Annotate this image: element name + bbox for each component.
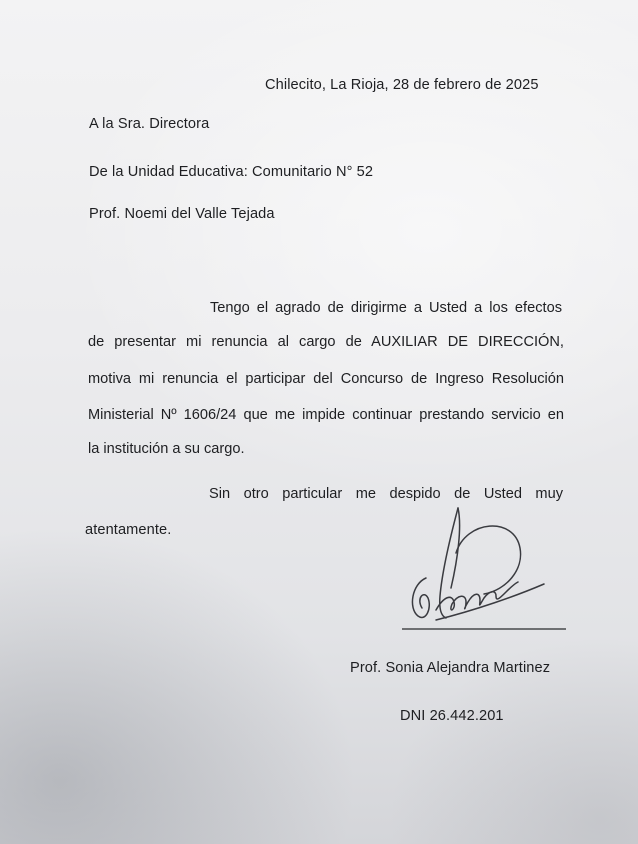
closing-line-2: atentamente. [85, 522, 172, 538]
handwritten-signature [396, 498, 571, 638]
body-line-1: Tengo el agrado de dirigirme a Usted a los efectos [210, 300, 562, 316]
recipient-title: A la Sra. Directora [89, 116, 210, 132]
signer-id: DNI 26.442.201 [400, 708, 504, 724]
date-line: Chilecito, La Rioja, 28 de febrero de 2025 [265, 77, 539, 93]
body-line-2: de presentar mi renuncia al cargo de AUXILIAR DE DIRECCIÓN, [88, 334, 564, 350]
body-line-5: la institución a su cargo. [88, 441, 245, 457]
body-line-3: motiva mi renuncia el participar del Concurso de Ingreso Resolución [88, 371, 564, 387]
closing-line-1: Sin otro particular me despido de Usted muy [209, 486, 563, 502]
recipient-name: Prof. Noemi del Valle Tejada [89, 206, 275, 222]
body-line-4: Ministerial Nº 1606/24 que me impide continuar prestando servicio en [88, 407, 564, 423]
signer-name: Prof. Sonia Alejandra Martinez [350, 660, 551, 676]
recipient-institution: De la Unidad Educativa: Comunitario N° 52 [89, 164, 374, 180]
